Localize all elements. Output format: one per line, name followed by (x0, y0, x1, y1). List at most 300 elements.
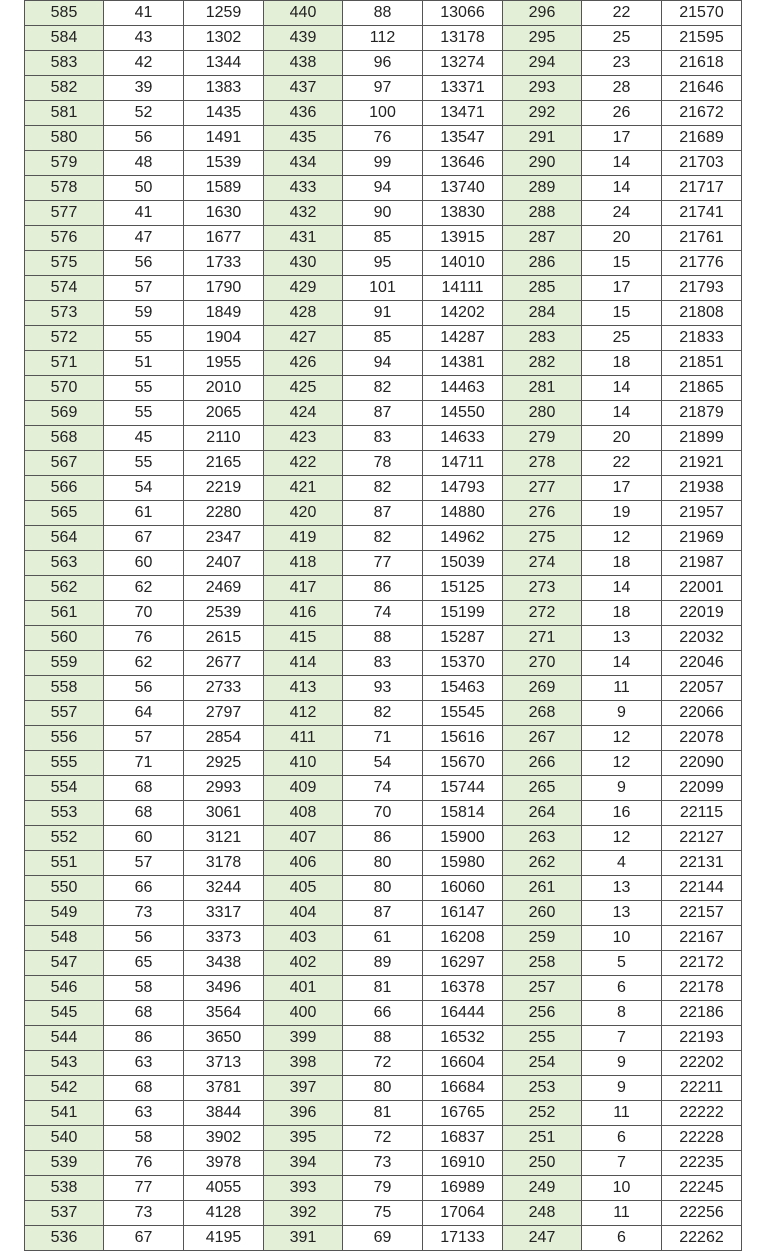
count-cell: 74 (343, 601, 423, 626)
score-cell: 425 (264, 376, 343, 401)
cumulative-cell: 16444 (423, 1001, 503, 1026)
score-cell: 433 (264, 176, 343, 201)
cumulative-cell: 14463 (423, 376, 503, 401)
count-cell: 68 (104, 776, 184, 801)
count-cell: 63 (104, 1101, 184, 1126)
score-cell: 254 (503, 1051, 582, 1076)
score-cell: 279 (503, 426, 582, 451)
count-cell: 70 (104, 601, 184, 626)
score-cell: 295 (503, 26, 582, 51)
score-cell: 418 (264, 551, 343, 576)
cumulative-cell: 3902 (184, 1126, 264, 1151)
table-row (25, 776, 742, 801)
table-row (25, 301, 742, 326)
cumulative-cell: 13178 (423, 26, 503, 51)
count-cell: 55 (104, 376, 184, 401)
count-cell: 57 (104, 276, 184, 301)
cumulative-cell: 15670 (423, 751, 503, 776)
score-cell: 284 (503, 301, 582, 326)
table-row (25, 851, 742, 876)
cumulative-cell: 21969 (662, 526, 742, 551)
cumulative-cell: 14550 (423, 401, 503, 426)
cumulative-cell: 22228 (662, 1126, 742, 1151)
count-cell: 23 (582, 51, 662, 76)
cumulative-cell: 15463 (423, 676, 503, 701)
cumulative-cell: 2539 (184, 601, 264, 626)
count-cell: 57 (104, 851, 184, 876)
score-cell: 283 (503, 326, 582, 351)
count-cell: 94 (343, 176, 423, 201)
cumulative-cell: 15744 (423, 776, 503, 801)
count-cell: 12 (582, 526, 662, 551)
cumulative-cell: 14381 (423, 351, 503, 376)
cumulative-cell: 22202 (662, 1051, 742, 1076)
count-cell: 14 (582, 176, 662, 201)
count-cell: 9 (582, 1076, 662, 1101)
cumulative-cell: 22167 (662, 926, 742, 951)
cumulative-cell: 2993 (184, 776, 264, 801)
cumulative-cell: 14202 (423, 301, 503, 326)
count-cell: 4 (582, 851, 662, 876)
count-cell: 41 (104, 201, 184, 226)
table-row (25, 926, 742, 951)
score-cell: 391 (264, 1226, 343, 1251)
score-cell: 438 (264, 51, 343, 76)
cumulative-cell: 16147 (423, 901, 503, 926)
score-cell: 578 (25, 176, 104, 201)
cumulative-cell: 3317 (184, 901, 264, 926)
score-cell: 259 (503, 926, 582, 951)
cumulative-cell: 16765 (423, 1101, 503, 1126)
score-cell: 536 (25, 1226, 104, 1251)
score-cell: 420 (264, 501, 343, 526)
cumulative-cell: 21899 (662, 426, 742, 451)
score-cell: 572 (25, 326, 104, 351)
cumulative-cell: 2110 (184, 426, 264, 451)
table-row (25, 1151, 742, 1176)
count-cell: 15 (582, 251, 662, 276)
table-row (25, 1126, 742, 1151)
cumulative-cell: 17064 (423, 1201, 503, 1226)
cumulative-cell: 22090 (662, 751, 742, 776)
cumulative-cell: 21957 (662, 501, 742, 526)
count-cell: 76 (104, 1151, 184, 1176)
count-cell: 56 (104, 676, 184, 701)
count-cell: 61 (343, 926, 423, 951)
score-cell: 540 (25, 1126, 104, 1151)
count-cell: 59 (104, 301, 184, 326)
cumulative-cell: 21570 (662, 1, 742, 26)
table-row (25, 201, 742, 226)
score-cell: 575 (25, 251, 104, 276)
count-cell: 55 (104, 451, 184, 476)
cumulative-cell: 22211 (662, 1076, 742, 1101)
cumulative-cell: 14010 (423, 251, 503, 276)
score-cell: 538 (25, 1176, 104, 1201)
cumulative-cell: 15545 (423, 701, 503, 726)
score-cell: 394 (264, 1151, 343, 1176)
score-cell: 545 (25, 1001, 104, 1026)
cumulative-cell: 4055 (184, 1176, 264, 1201)
score-cell: 393 (264, 1176, 343, 1201)
cumulative-cell: 1383 (184, 76, 264, 101)
count-cell: 13 (582, 626, 662, 651)
count-cell: 14 (582, 651, 662, 676)
table-row (25, 1101, 742, 1126)
cumulative-cell: 2677 (184, 651, 264, 676)
table-body (25, 1, 742, 1251)
count-cell: 71 (343, 726, 423, 751)
score-cell: 440 (264, 1, 343, 26)
score-cell: 406 (264, 851, 343, 876)
cumulative-cell: 21618 (662, 51, 742, 76)
count-cell: 73 (104, 901, 184, 926)
cumulative-cell: 1435 (184, 101, 264, 126)
table-row (25, 901, 742, 926)
table-row (25, 51, 742, 76)
cumulative-cell: 1589 (184, 176, 264, 201)
score-cell: 573 (25, 301, 104, 326)
score-cell: 401 (264, 976, 343, 1001)
score-cell: 417 (264, 576, 343, 601)
score-cell: 260 (503, 901, 582, 926)
count-cell: 25 (582, 26, 662, 51)
cumulative-cell: 17133 (423, 1226, 503, 1251)
score-cell: 557 (25, 701, 104, 726)
cumulative-cell: 21879 (662, 401, 742, 426)
score-cell: 434 (264, 151, 343, 176)
score-cell: 255 (503, 1026, 582, 1051)
cumulative-cell: 3438 (184, 951, 264, 976)
table-row (25, 101, 742, 126)
cumulative-cell: 16684 (423, 1076, 503, 1101)
count-cell: 73 (343, 1151, 423, 1176)
count-cell: 51 (104, 351, 184, 376)
score-cell: 294 (503, 51, 582, 76)
table-row (25, 451, 742, 476)
cumulative-cell: 13547 (423, 126, 503, 151)
count-cell: 64 (104, 701, 184, 726)
score-cell: 541 (25, 1101, 104, 1126)
cumulative-cell: 21776 (662, 251, 742, 276)
count-cell: 85 (343, 326, 423, 351)
page-margin (0, 0, 24, 1259)
count-cell: 75 (343, 1201, 423, 1226)
cumulative-cell: 13371 (423, 76, 503, 101)
cumulative-cell: 2219 (184, 476, 264, 501)
count-cell: 17 (582, 476, 662, 501)
table-row (25, 751, 742, 776)
score-cell: 409 (264, 776, 343, 801)
score-cell: 554 (25, 776, 104, 801)
score-cell: 248 (503, 1201, 582, 1226)
cumulative-cell: 2469 (184, 576, 264, 601)
count-cell: 15 (582, 301, 662, 326)
count-cell: 18 (582, 351, 662, 376)
cumulative-cell: 15814 (423, 801, 503, 826)
cumulative-cell: 22046 (662, 651, 742, 676)
score-cell: 550 (25, 876, 104, 901)
cumulative-cell: 2280 (184, 501, 264, 526)
cumulative-cell: 22262 (662, 1226, 742, 1251)
cumulative-cell: 3650 (184, 1026, 264, 1051)
score-cell: 274 (503, 551, 582, 576)
score-cell: 436 (264, 101, 343, 126)
count-cell: 93 (343, 676, 423, 701)
score-cell: 257 (503, 976, 582, 1001)
table-row (25, 1026, 742, 1051)
count-cell: 85 (343, 226, 423, 251)
cumulative-cell: 21921 (662, 451, 742, 476)
cumulative-cell: 14633 (423, 426, 503, 451)
cumulative-cell: 14287 (423, 326, 503, 351)
table-row (25, 401, 742, 426)
cumulative-cell: 16532 (423, 1026, 503, 1051)
cumulative-cell: 14111 (423, 276, 503, 301)
cumulative-cell: 2347 (184, 526, 264, 551)
score-cell: 267 (503, 726, 582, 751)
score-cell: 574 (25, 276, 104, 301)
score-cell: 412 (264, 701, 343, 726)
cumulative-cell: 13471 (423, 101, 503, 126)
score-cell: 560 (25, 626, 104, 651)
cumulative-cell: 21938 (662, 476, 742, 501)
count-cell: 88 (343, 1026, 423, 1051)
table-row (25, 1076, 742, 1101)
cumulative-cell: 22115 (662, 801, 742, 826)
score-cell: 569 (25, 401, 104, 426)
count-cell: 16 (582, 801, 662, 826)
score-cell: 404 (264, 901, 343, 926)
count-cell: 87 (343, 401, 423, 426)
cumulative-cell: 3373 (184, 926, 264, 951)
cumulative-cell: 1677 (184, 226, 264, 251)
count-cell: 99 (343, 151, 423, 176)
count-cell: 43 (104, 26, 184, 51)
cumulative-cell: 1733 (184, 251, 264, 276)
table-row (25, 551, 742, 576)
table-row (25, 351, 742, 376)
cumulative-cell: 21646 (662, 76, 742, 101)
cumulative-cell: 14793 (423, 476, 503, 501)
score-cell: 564 (25, 526, 104, 551)
score-cell: 552 (25, 826, 104, 851)
score-cell: 405 (264, 876, 343, 901)
count-cell: 18 (582, 601, 662, 626)
cumulative-cell: 16837 (423, 1126, 503, 1151)
table-row (25, 376, 742, 401)
cumulative-cell: 16208 (423, 926, 503, 951)
cumulative-cell: 1344 (184, 51, 264, 76)
score-cell: 428 (264, 301, 343, 326)
count-cell: 20 (582, 426, 662, 451)
score-cell: 414 (264, 651, 343, 676)
cumulative-cell: 2615 (184, 626, 264, 651)
score-cell: 276 (503, 501, 582, 526)
count-cell: 78 (343, 451, 423, 476)
score-cell: 399 (264, 1026, 343, 1051)
cumulative-cell: 13274 (423, 51, 503, 76)
count-cell: 56 (104, 126, 184, 151)
cumulative-cell: 15370 (423, 651, 503, 676)
score-cell: 549 (25, 901, 104, 926)
score-cell: 424 (264, 401, 343, 426)
score-cell: 542 (25, 1076, 104, 1101)
score-cell: 421 (264, 476, 343, 501)
score-cell: 546 (25, 976, 104, 1001)
count-cell: 80 (343, 1076, 423, 1101)
count-cell: 8 (582, 1001, 662, 1026)
table-row (25, 501, 742, 526)
count-cell: 87 (343, 901, 423, 926)
count-cell: 17 (582, 126, 662, 151)
score-cell: 576 (25, 226, 104, 251)
table-row (25, 276, 742, 301)
score-cell: 273 (503, 576, 582, 601)
count-cell: 90 (343, 201, 423, 226)
cumulative-cell: 22066 (662, 701, 742, 726)
cumulative-cell: 22245 (662, 1176, 742, 1201)
count-cell: 50 (104, 176, 184, 201)
score-cell: 551 (25, 851, 104, 876)
count-cell: 68 (104, 1001, 184, 1026)
count-cell: 67 (104, 526, 184, 551)
cumulative-cell: 15125 (423, 576, 503, 601)
table-row (25, 426, 742, 451)
score-cell: 561 (25, 601, 104, 626)
cumulative-cell: 22001 (662, 576, 742, 601)
count-cell: 13 (582, 876, 662, 901)
cumulative-cell: 21761 (662, 226, 742, 251)
count-cell: 12 (582, 726, 662, 751)
table-row (25, 226, 742, 251)
count-cell: 7 (582, 1151, 662, 1176)
cumulative-cell: 3564 (184, 1001, 264, 1026)
count-cell: 17 (582, 276, 662, 301)
count-cell: 86 (104, 1026, 184, 1051)
count-cell: 6 (582, 1126, 662, 1151)
count-cell: 9 (582, 701, 662, 726)
cumulative-cell: 21703 (662, 151, 742, 176)
count-cell: 89 (343, 951, 423, 976)
score-cell: 252 (503, 1101, 582, 1126)
score-cell: 422 (264, 451, 343, 476)
cumulative-cell: 1904 (184, 326, 264, 351)
score-cell: 571 (25, 351, 104, 376)
count-cell: 77 (104, 1176, 184, 1201)
cumulative-cell: 3121 (184, 826, 264, 851)
score-cell: 266 (503, 751, 582, 776)
score-cell: 256 (503, 1001, 582, 1026)
score-cell: 568 (25, 426, 104, 451)
score-cell: 397 (264, 1076, 343, 1101)
count-cell: 55 (104, 326, 184, 351)
cumulative-cell: 22178 (662, 976, 742, 1001)
count-cell: 100 (343, 101, 423, 126)
table-row (25, 1001, 742, 1026)
cumulative-cell: 21672 (662, 101, 742, 126)
count-cell: 112 (343, 26, 423, 51)
score-cell: 583 (25, 51, 104, 76)
score-cell: 278 (503, 451, 582, 476)
cumulative-cell: 22144 (662, 876, 742, 901)
count-cell: 22 (582, 451, 662, 476)
score-cell: 413 (264, 676, 343, 701)
cumulative-cell: 3713 (184, 1051, 264, 1076)
cumulative-cell: 15199 (423, 601, 503, 626)
score-cell: 547 (25, 951, 104, 976)
count-cell: 6 (582, 1226, 662, 1251)
score-cell: 293 (503, 76, 582, 101)
score-cell: 402 (264, 951, 343, 976)
count-cell: 77 (343, 551, 423, 576)
cumulative-cell: 3061 (184, 801, 264, 826)
cumulative-cell: 1955 (184, 351, 264, 376)
cumulative-cell: 1849 (184, 301, 264, 326)
table-row (25, 726, 742, 751)
score-cell: 580 (25, 126, 104, 151)
count-cell: 13 (582, 901, 662, 926)
score-cell: 430 (264, 251, 343, 276)
score-cell: 400 (264, 1001, 343, 1026)
cumulative-cell: 22157 (662, 901, 742, 926)
cumulative-cell: 2065 (184, 401, 264, 426)
score-cell: 247 (503, 1226, 582, 1251)
cumulative-cell: 1259 (184, 1, 264, 26)
table-row (25, 826, 742, 851)
count-cell: 87 (343, 501, 423, 526)
count-cell: 9 (582, 1051, 662, 1076)
count-cell: 83 (343, 651, 423, 676)
count-cell: 57 (104, 726, 184, 751)
score-cell: 275 (503, 526, 582, 551)
score-cell: 410 (264, 751, 343, 776)
count-cell: 72 (343, 1126, 423, 1151)
count-cell: 72 (343, 1051, 423, 1076)
cumulative-cell: 22235 (662, 1151, 742, 1176)
score-cell: 565 (25, 501, 104, 526)
cumulative-cell: 15900 (423, 826, 503, 851)
cumulative-cell: 2165 (184, 451, 264, 476)
cumulative-cell: 22186 (662, 1001, 742, 1026)
count-cell: 80 (343, 876, 423, 901)
cumulative-cell: 1790 (184, 276, 264, 301)
count-cell: 41 (104, 1, 184, 26)
score-cell: 281 (503, 376, 582, 401)
count-cell: 65 (104, 951, 184, 976)
score-cell: 265 (503, 776, 582, 801)
table-row (25, 1, 742, 26)
count-cell: 47 (104, 226, 184, 251)
table-row (25, 1051, 742, 1076)
cumulative-cell: 3178 (184, 851, 264, 876)
count-cell: 70 (343, 801, 423, 826)
count-cell: 81 (343, 976, 423, 1001)
cumulative-cell: 15616 (423, 726, 503, 751)
count-cell: 62 (104, 576, 184, 601)
cumulative-cell: 4195 (184, 1226, 264, 1251)
score-cell: 268 (503, 701, 582, 726)
score-cell: 251 (503, 1126, 582, 1151)
cumulative-cell: 22131 (662, 851, 742, 876)
count-cell: 76 (343, 126, 423, 151)
score-cell: 258 (503, 951, 582, 976)
cumulative-cell: 21717 (662, 176, 742, 201)
cumulative-cell: 16910 (423, 1151, 503, 1176)
cumulative-cell: 14880 (423, 501, 503, 526)
score-cell: 563 (25, 551, 104, 576)
cumulative-cell: 16060 (423, 876, 503, 901)
